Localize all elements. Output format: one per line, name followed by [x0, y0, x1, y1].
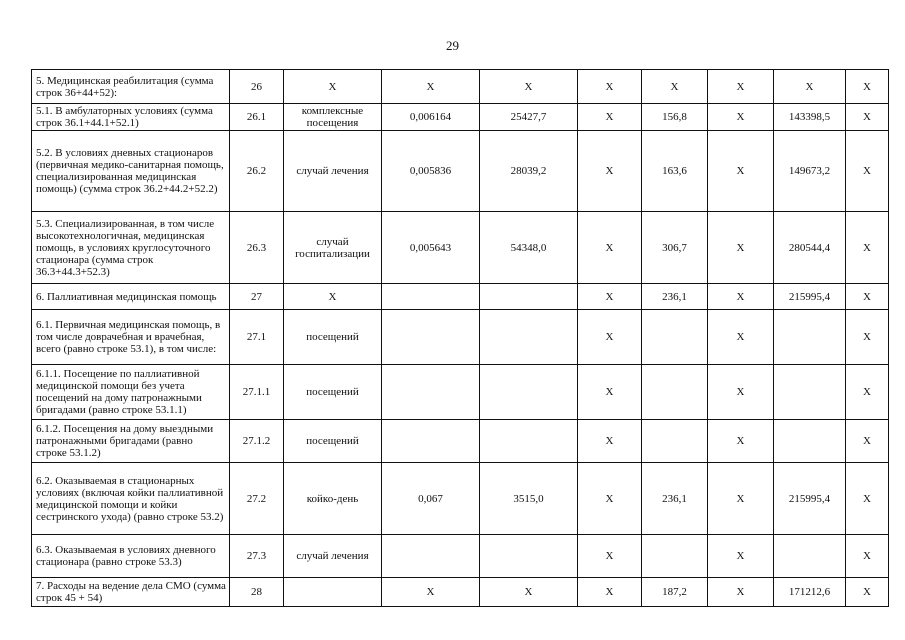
cell-c5: Х [708, 70, 774, 104]
cell-c6: Х [774, 70, 846, 104]
cell-c6: 215995,4 [774, 284, 846, 310]
cell-c6 [774, 310, 846, 365]
cell-c6: 215995,4 [774, 463, 846, 535]
cell-c2: 28039,2 [480, 131, 578, 212]
cell-c4: 187,2 [642, 578, 708, 607]
cell-c1 [382, 365, 480, 420]
cell-c7: Х [846, 463, 889, 535]
cell-c7: Х [846, 284, 889, 310]
cell-c4: 236,1 [642, 284, 708, 310]
cell-c4 [642, 535, 708, 578]
cell-code: 27.3 [230, 535, 284, 578]
cell-unit: посещений [284, 420, 382, 463]
cell-c5: Х [708, 365, 774, 420]
cell-c6 [774, 420, 846, 463]
table-row [32, 70, 889, 104]
cell-unit [284, 578, 382, 607]
cell-c1 [382, 420, 480, 463]
cell-c7: Х [846, 578, 889, 607]
cell-name: 6. Паллиативная медицинская помощь [32, 284, 230, 310]
cell-c5: Х [708, 310, 774, 365]
table-row [32, 535, 889, 578]
cell-name: 5.2. В условиях дневных стационаров (первичная медико-санитарная помощь, специализированная медицинская помощь) (сумма строк 36.2+44.2+52.2) [32, 131, 230, 212]
cell-c3: Х [578, 70, 642, 104]
cell-c1: Х [382, 578, 480, 607]
cell-c5: Х [708, 535, 774, 578]
table-row [32, 284, 889, 310]
cell-unit: Х [284, 70, 382, 104]
cell-c3: Х [578, 131, 642, 212]
table-row [32, 463, 889, 535]
cell-c5: Х [708, 104, 774, 131]
cell-name: 7. Расходы на ведение дела СМО (сумма строк 45 + 54) [32, 578, 230, 607]
cell-c5: Х [708, 463, 774, 535]
cell-c3: Х [578, 463, 642, 535]
cell-code: 27.2 [230, 463, 284, 535]
cell-c7: Х [846, 70, 889, 104]
cell-c7: Х [846, 365, 889, 420]
cell-c7: Х [846, 212, 889, 284]
table-row [32, 310, 889, 365]
cell-c4: 156,8 [642, 104, 708, 131]
cell-c1 [382, 284, 480, 310]
cell-c4: 163,6 [642, 131, 708, 212]
cell-c2 [480, 284, 578, 310]
cell-c1 [382, 310, 480, 365]
cell-c3: Х [578, 365, 642, 420]
cell-c6: 280544,4 [774, 212, 846, 284]
cell-code: 26.2 [230, 131, 284, 212]
cell-unit: случай лечения [284, 535, 382, 578]
cell-name: 5. Медицинская реабилитация (сумма строк 36+44+52): [32, 70, 230, 104]
cell-c1: 0,067 [382, 463, 480, 535]
cell-unit: койко-день [284, 463, 382, 535]
cell-c2: 54348,0 [480, 212, 578, 284]
cell-c3: Х [578, 578, 642, 607]
cell-code: 26 [230, 70, 284, 104]
cell-c2 [480, 535, 578, 578]
cell-c2 [480, 365, 578, 420]
cell-c1: 0,005836 [382, 131, 480, 212]
cell-code: 26.1 [230, 104, 284, 131]
cell-c1 [382, 535, 480, 578]
cell-c2 [480, 420, 578, 463]
cell-unit: случай лечения [284, 131, 382, 212]
cell-c3: Х [578, 535, 642, 578]
cell-c6: 149673,2 [774, 131, 846, 212]
cell-c7: Х [846, 420, 889, 463]
cell-c6: 171212,6 [774, 578, 846, 607]
table-row [32, 365, 889, 420]
cell-c2: Х [480, 70, 578, 104]
table-row [32, 420, 889, 463]
cell-c5: Х [708, 131, 774, 212]
table-row [32, 104, 889, 131]
cell-c5: Х [708, 284, 774, 310]
cell-c3: Х [578, 212, 642, 284]
cell-c4 [642, 310, 708, 365]
cell-c6: 143398,5 [774, 104, 846, 131]
cell-c2: 3515,0 [480, 463, 578, 535]
cell-name: 6.1.2. Посещения на дому выездными патронажными бригадами (равно строке 53.1.2) [32, 420, 230, 463]
cell-unit: посещений [284, 310, 382, 365]
cell-name: 6.1.1. Посещение по паллиативной медицинской помощи без учета посещений на дому патронажными бригадами (равно строке 53.1.1) [32, 365, 230, 420]
cell-c7: Х [846, 310, 889, 365]
cell-c4 [642, 365, 708, 420]
financing-table [31, 69, 889, 607]
cell-c1: Х [382, 70, 480, 104]
cell-unit: Х [284, 284, 382, 310]
cell-code: 27.1.1 [230, 365, 284, 420]
cell-name: 5.3. Специализированная, в том числе высокотехнологичная, медицинская помощь, в условиях круглосуточного стационара (сумма строк 36.3+44.3+52.3) [32, 212, 230, 284]
cell-c2 [480, 310, 578, 365]
table-row [32, 212, 889, 284]
cell-c2: 25427,7 [480, 104, 578, 131]
cell-name: 6.1. Первичная медицинская помощь, в том числе доврачебная и врачебная, всего (равно строке 53.1), в том числе: [32, 310, 230, 365]
cell-c6 [774, 365, 846, 420]
cell-name: 6.3. Оказываемая в условиях дневного стационара (равно строке 53.3) [32, 535, 230, 578]
cell-c4 [642, 420, 708, 463]
cell-c3: Х [578, 310, 642, 365]
cell-unit: посещений [284, 365, 382, 420]
cell-c5: Х [708, 420, 774, 463]
cell-name: 6.2. Оказываемая в стационарных условиях (включая койки паллиативной медицинской помощи и койки сестринского ухода) (равно строке 53.2) [32, 463, 230, 535]
cell-c6 [774, 535, 846, 578]
cell-name: 5.1. В амбулаторных условиях (сумма строк 36.1+44.1+52.1) [32, 104, 230, 131]
cell-c4: 236,1 [642, 463, 708, 535]
cell-c3: Х [578, 420, 642, 463]
cell-c3: Х [578, 104, 642, 131]
table-row [32, 131, 889, 212]
page-number: 29 [446, 38, 459, 53]
cell-c1: 0,005643 [382, 212, 480, 284]
cell-code: 27.1.2 [230, 420, 284, 463]
cell-c7: Х [846, 131, 889, 212]
cell-c4: Х [642, 70, 708, 104]
cell-code: 28 [230, 578, 284, 607]
cell-c1: 0,006164 [382, 104, 480, 131]
table-row [32, 578, 889, 607]
cell-c7: Х [846, 535, 889, 578]
cell-c2: Х [480, 578, 578, 607]
cell-c5: Х [708, 212, 774, 284]
cell-c5: Х [708, 578, 774, 607]
cell-c3: Х [578, 284, 642, 310]
cell-code: 26.3 [230, 212, 284, 284]
cell-unit: случай госпитализации [284, 212, 382, 284]
cell-c7: Х [846, 104, 889, 131]
cell-code: 27 [230, 284, 284, 310]
cell-code: 27.1 [230, 310, 284, 365]
cell-unit: комплексные посещения [284, 104, 382, 131]
cell-c4: 306,7 [642, 212, 708, 284]
